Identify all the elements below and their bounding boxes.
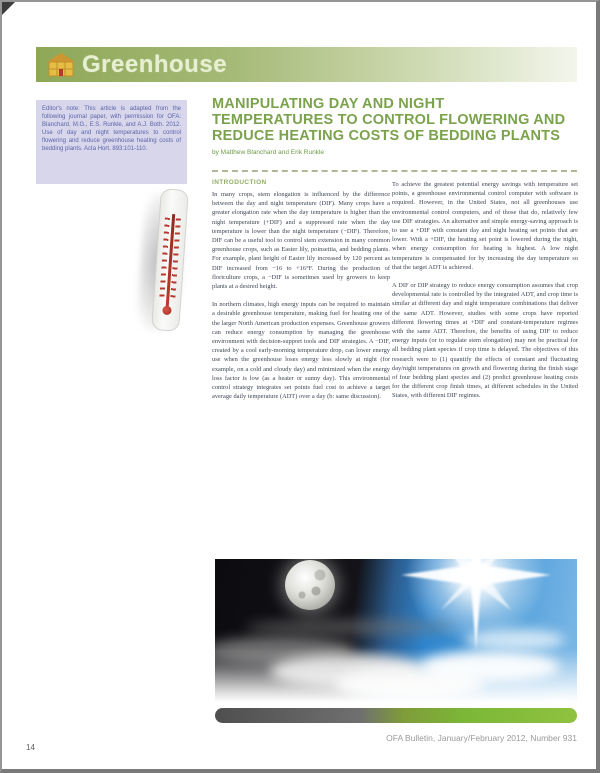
thermometer-bulb: [162, 306, 172, 316]
title-divider: [212, 170, 577, 172]
page-corner-fold: [2, 2, 15, 15]
day-night-sky-photo: [215, 559, 577, 702]
paragraph-right-2: A DIF or DIP strategy to reduce energy consumption assumes that crop developmental rate is controlled by the integrated ADT, and crop time is similar at different day and night temperature combinations that deliver the same ADT. However, studies with some crops have reported different flowering times at +DIF and constant-temperature regimes with the same ADT. Therefore, the benefits of using DIF to reduce energy inputs (or to regulate stem elongation) may not be practical for all bedding plant species if crop time is delayed. The objectives of this research were to (1) quantify the effects of constant and fluctuating day/night temperatures on growth and flowering during the finish stage of four bedding plant species and (2) predict greenhouse heating costs for the different crop finish times, at different schedules in the United States, with different DIF regimes.: [392, 282, 578, 400]
thermometer-photo: [134, 185, 212, 337]
section-heading: INTRODUCTION: [212, 179, 267, 186]
editor-note-box: [36, 100, 187, 184]
greenhouse-icon: [46, 52, 76, 78]
page-number: 14: [26, 743, 35, 752]
paragraph-right-1: To achieve the greatest potential energy savings with temperature set points, a greenhouse environmental control computer with software is required. However, in the United States, not all greenhouses use environmental control computers, and of those that do, relatively few use DIF strategies. An alternative and simple energy-saving approach is to use a +DIF with constant day and night heating set points that are lower. With a +DIF, the heating set point is lowered during the night, when energy consumption for heating is highest. A low night temperature is compensated for by increasing the day temperature so that the target ADT is achieved.: [392, 181, 578, 271]
editor-note-text: Editor's note: This article is adapted from the following journal paper, with permission for OFA: Blanchard, M.G., E.S. Runkle, and A.J. Both. 2012. Use of day and night temperatures to control flowering and reduce greenhouse heating costs of bedding plants. Acta Hort. 893:101-110.: [42, 106, 181, 152]
article-title: [212, 96, 580, 144]
title-line-2: TEMPERATURES TO CONTROL FLOWERING AND: [212, 112, 566, 128]
horizon-fog: [215, 559, 577, 702]
title-line-1: MANIPULATING DAY AND NIGHT: [212, 96, 445, 112]
text-column-right: [392, 180, 578, 401]
paragraph-left-1: In many crops, stem elongation is influenced by the difference between the day and night temperature (DIF). Many crops have a greater elongation rate when the day temperature is higher than the night temperature (+DIF) and a suppressed rate when the day temperature is lower than the night temperature (−DIF). Therefore, DIF can be a useful tool to control stem extension in many common greenhouse crops, such as Easter lily, poinsettia, and bedding plants. For example, plant height of Easter lily increased by 120 percent as DIF increased from −16 to +16°F. During the production of floriculture crops, a −DIF is sometimes used by growers to keep plants at a desired height.: [212, 191, 390, 291]
title-line-3: REDUCE HEATING COSTS OF BEDDING PLANTS: [212, 128, 561, 144]
ground-strip: [215, 708, 577, 723]
article-byline: by Matthew Blanchard and Erik Runkle: [212, 149, 325, 156]
footer-text: OFA Bulletin, January/February 2012, Number 931: [386, 733, 577, 743]
greenhouse-banner: [36, 47, 577, 82]
banner-label: Greenhouse: [82, 50, 228, 78]
text-column-left: [212, 190, 390, 401]
paragraph-left-2: In northern climates, high energy inputs can be required to maintain a desirable greenhouse temperature, making fuel for heating one of the larger North American production expenses. Greenhouse growers can reduce energy consumption by managing the greenhouse environment with decision-support tools and DIF strategies. A −DIF, created by a cool early-morning temperature drop, can lower energy use when the greenhouse loses energy less slowly at night (for example, on a cold and cloudy day) and minimized when the energy loss factor is low (as a heater or sunny day). This environmental control strategy integrates set points fuel cost to achieve a target average daily temperature (ADT) over a day (b: same discussion).: [212, 301, 390, 401]
